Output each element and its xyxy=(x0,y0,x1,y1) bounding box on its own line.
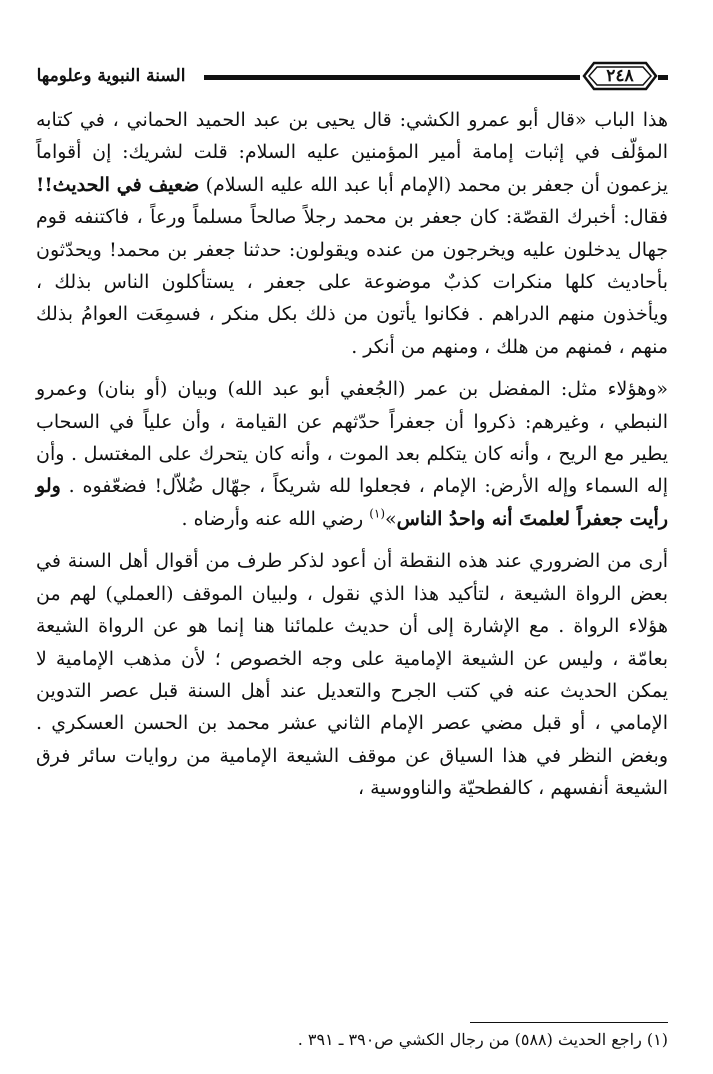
footnote: (١) راجع الحديث (٥٨٨) من رجال الكشي ص٣٩٠ ـ ٣٩١ . xyxy=(297,1030,668,1049)
paragraph: أرى من الضروري عند هذه النقطة أن أعود لذكر طرف من أقوال أهل السنة في بعض الرواة الشيعة ، لتأكيد هذا الذي نقول ، ولبيان الموقف (العملي) لهم من هؤلاء الرواة . مع الإشارة إلى أن حديث علمائنا هنا إنما هو عن الرواة الشيعة بعامّة ، وليس عن الشيعة الإمامية على وجه الخصوص ؛ لأن مذهب الإمامية لا يمكن الحديث عنه في كتب الجرح والتعديل عند أهل السنة قبل عصر التدوين الإمامي ، أو قبل مضي عصر الإمام الثاني عشر محمد بن الحسن العسكري . وبغض النظر في هذا السياق عن موقف الشيعة الإمامية من روايات سائر فرق الشيعة أنفسهم ، كالفطحيّة والناووسية ، xyxy=(36,550,668,800)
header-rule-tail xyxy=(658,75,668,80)
main-text xyxy=(36,104,668,805)
page-number: ٢٤٨ xyxy=(606,66,634,86)
paragraph: «وهؤلاء مثل: المفضل بن عمر (الجُعفي أبو عبد الله) وبيان (أو بنان) وعمرو النبطي ، وغيرهم: ذكروا أن جعفراً حدّثهم عن القيامة ، وأن علياً في السحاب يطير مع الريح ، وأنه كان يتكلم بعد الموت ، وأنه كان يتحرك على المغتسل . وأن إله السماء وإله الأرض: الإمام ، فجعلوا لله شريكاً ، جهّال ضُلاّل! فضعّفوه . ولو رأيت جعفراً لعلمتَ أنه واحدُ الناس»$^{(١)}$ رضي الله عنه وأرضاه . xyxy=(36,378,668,530)
page-number-badge xyxy=(580,60,660,92)
paragraph: هذا الباب «قال أبو عمرو الكشي: قال يحيى بن عبد الحميد الحماني ، في كتابه المؤلّف في إثبات إمامة أمير المؤمنين عليه السلام: قلت لشريك: إن أقواماً يزعمون أن جعفر بن محمد (الإمام أبا عبد الله عليه السلام) ضعيف في الحديث!! فقال: أخبرك القصّة: كان جعفر بن محمد رجلاً صالحاً مسلماً ورعاً ، فاكتنفه قوم جهال يدخلون عليه ويخرجون من عنده ويقولون: حدثنا جعفر بن محمد! ويحدّثون بأحاديث كلها منكرات كذبٌ موضوعة على جعفر ، يستأكلون الناس بذلك ، ويأخذون منهم الدراهم . فكانوا يأتون من ذلك بكل منكر ، فسمِعَت العوامُ بذلك منهم ، فمنهم من هلك ، ومنهم من أنكر . xyxy=(36,109,668,358)
footnote-marker[interactable]: (١) xyxy=(369,506,386,521)
bold-phrase: ضعيف في الحديث!! xyxy=(36,173,200,196)
running-title: السنة النبوية وعلومها xyxy=(36,66,186,86)
header-rule xyxy=(204,75,580,80)
footnote-separator xyxy=(470,1022,668,1023)
bold-phrase: ولو رأيت جعفراً لعلمتَ أنه واحدُ الناس xyxy=(36,475,668,530)
page-header xyxy=(36,58,668,94)
